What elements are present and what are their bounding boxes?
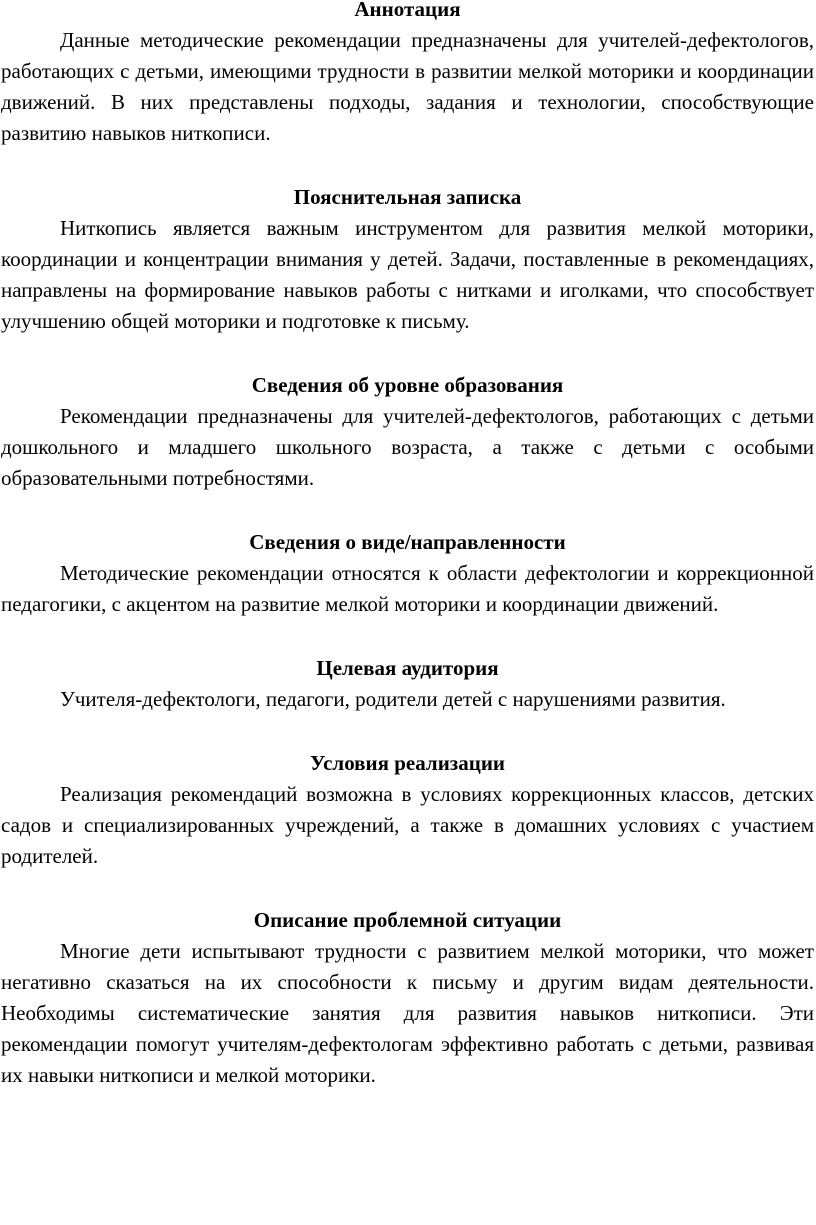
section-body: Учителя-дефектологи, педагоги, родители детей с нарушениями развития. (60, 687, 726, 711)
section-problem-description (1, 905, 814, 1091)
section-title: Сведения о виде/направленности (249, 530, 566, 554)
section-explanatory-note (1, 182, 814, 337)
section-body: Ниткопись является важным инструментом для развития мелкой моторики, координации и концентрации внимания у детей. Задачи, поставленные в рекомендациях, направлены на формирование навыков работы с нитками и иголками, что способствует улучшению общей моторики и подготовке к письму. (1, 216, 814, 333)
section-body: Данные методические рекомендации предназначены для учителей-дефектологов, работающих с детьми, имеющими трудности в развитии мелкой моторики и координации движений. В них представлены подходы, задания и технологии, способствующие развитию навыков ниткописи. (1, 28, 814, 145)
section-body: Реализация рекомендаций возможна в условиях коррекционных классов, детских садов и специализированных учреждений, а также в домашних условиях с участием родителей. (1, 782, 814, 868)
section-title: Сведения об уровне образования (251, 373, 564, 397)
section-body: Методические рекомендации относятся к области дефектологии и коррекционной педагогики, с акцентом на развитие мелкой моторики и координации движений. (1, 561, 814, 616)
section-title: Пояснительная записка (293, 185, 522, 209)
section-title: Аннотация (354, 0, 461, 21)
section-title: Описание проблемной ситуации (253, 908, 562, 932)
section-annotation (1, 0, 814, 149)
section-body: Рекомендации предназначены для учителей-дефектологов, работающих с детьми дошкольного и младшего школьного возраста, а также с детьми с особыми образовательными потребностями. (1, 404, 814, 490)
section-implementation-conditions (1, 748, 814, 872)
section-type-direction (1, 527, 814, 620)
section-title: Условия реализации (309, 751, 506, 775)
section-title: Целевая аудитория (316, 656, 499, 680)
section-target-audience (1, 653, 814, 715)
section-education-level (1, 370, 814, 494)
section-body: Многие дети испытывают трудности с развитием мелкой моторики, что может негативно сказаться на их способности к письму и другим видам деятельности. Необходимы систематические занятия для развития навыков ниткописи. Эти рекомендации помогут учителям-дефектологам эффективно работать с детьми, развивая их навыки ниткописи и мелкой моторики. (1, 939, 814, 1087)
